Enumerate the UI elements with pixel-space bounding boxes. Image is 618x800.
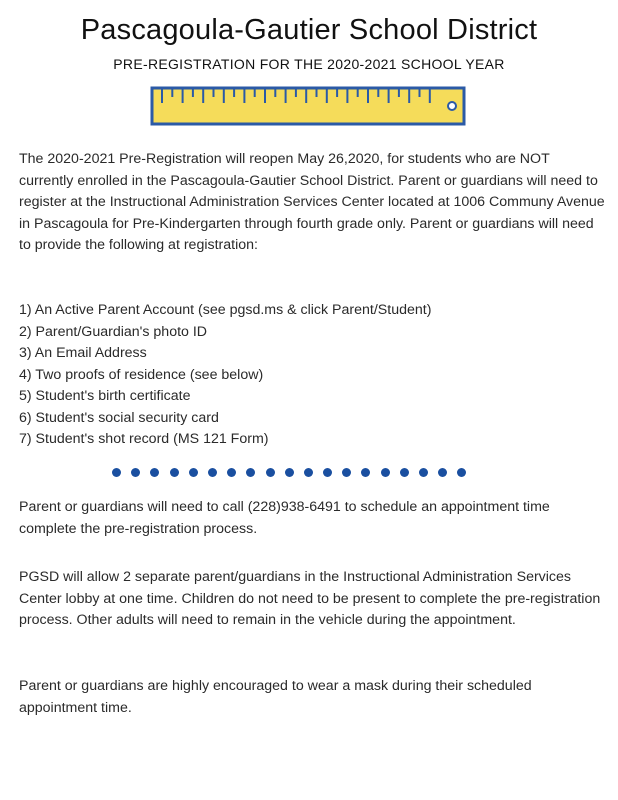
list-item: 1) An Active Parent Account (see pgsd.ms & click Parent/Student) xyxy=(19,302,432,318)
divider-dot xyxy=(227,468,236,477)
divider-dot xyxy=(400,468,409,477)
divider-dot xyxy=(381,468,390,477)
divider-dot xyxy=(304,468,313,477)
list-item: 6) Student's social security card xyxy=(19,409,219,426)
page-subtitle: PRE-REGISTRATION FOR THE 2020-2021 SCHOOL YEAR xyxy=(113,56,505,72)
divider-dot xyxy=(208,468,217,477)
divider-dot xyxy=(189,468,198,477)
list-item: 4) Two proofs of residence (see below) xyxy=(19,366,264,383)
divider-dot xyxy=(246,468,255,477)
divider-dot xyxy=(131,468,140,477)
list-item: 5) Student's birth certificate xyxy=(19,388,191,404)
divider-dot xyxy=(266,468,275,477)
mask-paragraph: Parent or guardians are highly encouraged to wear a mask during their scheduled appointment time. xyxy=(19,678,532,716)
lobby-paragraph: PGSD will allow 2 separate parent/guardians in the Instructional Administration Services Center lobby at one time. Children do not need to be present to complete the pre-registration process. Other adults will need to remain in the vehicle during the appointment. xyxy=(19,569,601,628)
ruler-icon xyxy=(150,86,472,128)
divider-dot xyxy=(457,468,466,477)
divider-dot xyxy=(170,468,179,477)
divider-dot xyxy=(323,468,332,477)
list-item: 7) Student's shot record (MS 121 Form) xyxy=(19,431,269,447)
divider-dot xyxy=(361,468,370,477)
page-title: Pascagoula-Gautier School District xyxy=(80,14,538,46)
divider-dot xyxy=(112,468,121,477)
intro-paragraph: The 2020-2021 Pre-Registration will reopen May 26,2020, for students who are NOT currently enrolled in the Pascagoula-Gautier School District. Parent or guardians will need to register at the Instructional Administration Services Center located at 1006 Communy Avenue in Pascagoula for Pre-Kindergarten through fourth grade only. Parent or guardians will need to provide the following at registration: xyxy=(19,151,605,253)
ruler-hole xyxy=(448,102,456,110)
divider-dot xyxy=(438,468,447,477)
divider-dot xyxy=(150,468,159,477)
list-item: 3) An Email Address xyxy=(19,345,147,361)
requirements-list xyxy=(19,300,431,451)
divider-dot xyxy=(285,468,294,477)
ruler-body xyxy=(152,88,464,124)
list-item: 2) Parent/Guardian's photo ID xyxy=(19,323,208,340)
divider-dot xyxy=(419,468,428,477)
divider-dot xyxy=(342,468,351,477)
appointment-paragraph: Parent or guardians will need to call (228)938-6491 to schedule an appointment time complete the pre-registration process. xyxy=(19,499,550,537)
dotted-divider xyxy=(112,468,466,477)
